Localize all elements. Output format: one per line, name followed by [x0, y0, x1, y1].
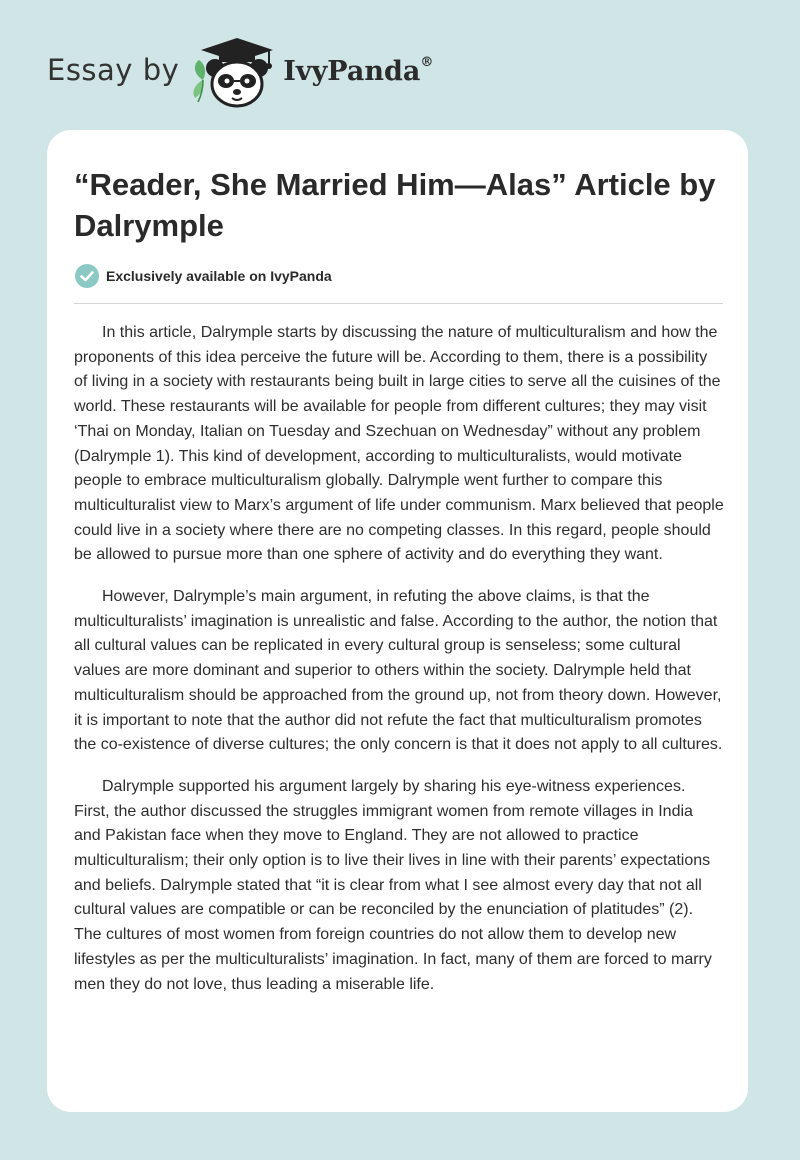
site-header [47, 36, 433, 110]
essay-by-label: Essay by [47, 53, 180, 87]
page-title: “Reader, She Married Him—Alas” Article by Dalrymple [74, 167, 716, 243]
brand-label: IvyPanda [283, 55, 421, 87]
paragraph: In this article, Dalrymple starts by discussing the nature of multiculturalism and how the proponents of this idea perceive the future will be. According to them, there is a possibility of living in a society with restaurants being built in large cities to serve all the cuisines of the world. These restaurants will be available for people from different cultures; they may visit ‘Thai on Monday, Italian on Tuesday and Szechuan on Wednesday” without any problem (Dalrymple 1). This kind of development, according to multiculturalists, would motivate people to embrace multiculturalism globally. Dalrymple went further to compare this multiculturalist view to Marx’s argument of life under communism. Marx believed that people could live in a society where there are no competing classes. In this regard, people should be allowed to pursue more than one sphere of activity and do everything they want. [74, 324, 724, 564]
exclusive-badge [74, 263, 332, 289]
brand-name[interactable] [283, 56, 433, 87]
leaf-icon [194, 60, 206, 102]
check-circle-icon [74, 263, 100, 289]
registered-mark: ® [420, 54, 434, 70]
paragraph: However, Dalrymple’s main argument, in refuting the above claims, is that the multiculturalists’ imagination is unrealistic and false. According to the author, the notion that all cultural values can be replicated in every cultural group is senseless; some cultural values are more dominant and superior to others within the society. Dalrymple held that multiculturalism should be approached from the ground up, not from theory down. However, it is important to note that the author did not refute the fact that multiculturalism promotes the co-existence of diverse cultures; the only concern is that it does not apply to all cultures. [74, 588, 723, 754]
paragraph: Dalrymple supported his argument largely by sharing his eye-witness experiences. First, the author discussed the struggles immigrant women from remote villages in India and Pakistan face when they move to England. They are not allowed to practice multiculturalism; their only option is to live their lives in line with their parents’ expectations and beliefs. Dalrymple stated that “it is clear from what I see almost every day that not all cultural values are compatible or can be reconciled by the enunciation of platitudes” (2). The cultures of most women from foreign countries do not allow them to develop new lifestyles as per the multiculturalists’ imagination. In fact, many of them are forced to marry men they do not love, thus leading a miserable life. [74, 777, 712, 993]
panda-logo-icon[interactable] [189, 36, 285, 110]
exclusive-label: Exclusively available on IvyPanda [106, 268, 332, 284]
essay-card [47, 130, 748, 1112]
divider [74, 303, 723, 304]
article-body [74, 321, 724, 1014]
